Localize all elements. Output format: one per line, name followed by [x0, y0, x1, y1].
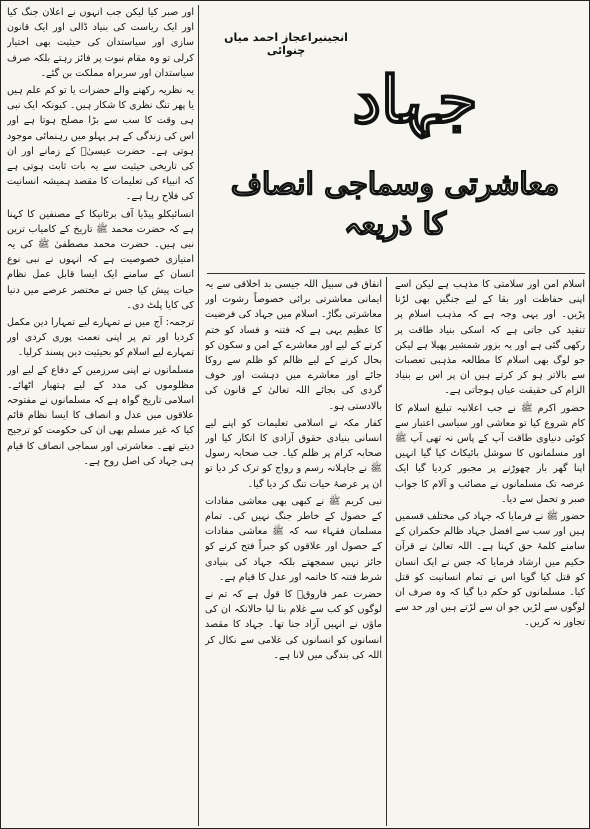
article-subtitle: معاشرتی وسماجی انصاف کا ذریعہ	[230, 167, 560, 242]
paragraph: یہ نظریہ رکھنے والے حضرات یا تو کم علم ہیں یا پھر تنگ نظری کا شکار ہیں۔ کیونکہ ایک نبی ہی وقت کا سب سے بڑا مصلح ہوتا ہے اور اس کی زندگی کے ہر پہلو میں رہنمائی موجود ہوتی ہے۔ حضرت عیسیٰؑ کے زمانے اور ان کی تاریخی حیثیت سے یہ بات ثابت ہوتی ہے کہ انبیاء کی تعلیمات کا مقصد ہمیشہ انسانیت کی فلاح رہا ہے۔	[7, 85, 194, 203]
column-middle	[205, 277, 387, 826]
title-block	[207, 61, 585, 266]
paragraph: انفاق فی سبیل اللہ جیسی بد اخلاقی سے یہ ایمانی معاشرتی برائی خصوصاً رشوت اور معاشرتی بگاڑ۔ اسلام میں جہاد کی فرضیت کا عظیم یہی ہے کہ فتنہ و فساد کو ختم کرنے کے لیے اور معاشرے کے امن و سکون کو بحال کرنے کے لیے ظالم کو ظلم سے روکا جائے اور معاشرے میں دہشت اور خوف گردی کی بجائے اللہ تعالیٰ کے قانون کی بالادستی ہو۔	[205, 279, 382, 412]
paragraph: حضور اکرم ﷺ نے جب اعلانیہ تبلیغ اسلام کا کام شروع کیا تو معاشی اور سیاسی اعتبار سے کوئی دنیاوی طاقت آپ کے پاس نہ تھی آپ ﷺ اور مسلمانوں کا سوشل بائیکاٹ کیا گیا انہیں اپنا گھر بار چھوڑنے پر مجبور کردیا گیا ایک عرصہ تک مسلمانوں نے مصائب و آلام کا جواب صبر و تحمل سے دیا۔	[395, 402, 585, 505]
paragraph: اور صبر کیا لیکن جب انہوں نے اعلان جنگ کیا اور ایک ریاست کی بنیاد ڈالی اور ایک قانون سازی اور سیاستدان کی حیثیت بھی اختیار کرلی تو وہ مقام نبوت پر فائز رہتے بلکہ صرف سیاستدان اور سربراہ مملکت بن گئے۔	[7, 7, 194, 79]
paragraph: اسلام امن اور سلامتی کا مذہب ہے لیکن اسے اپنی حفاظت اور بقا کے لیے جنگیں بھی لڑنا پڑیں۔ اور یہی وجہ ہے کہ مذہب اسلام پر تنقید کی جاتی ہے کہ اسکی بنیاد طاقت پر رکھی گئی ہے اور یہ بزور شمشیر پھیلا ہے لیکن جو لوگ بھی اسلام کا مطالعہ مذہبی تعصبات سے بالاتر ہو کر کرتے ہیں ان پر اس بے بنیاد الزام کی حقیقت عیاں ہوجاتی ہے۔	[395, 279, 585, 397]
column-right	[393, 277, 585, 826]
article-title: جہاد	[352, 63, 478, 138]
paragraph: مسلمانوں نے اپنی سرزمین کے دفاع کے لیے اور مظلوموں کی مدد کے لیے ہتھیار اٹھائے۔ اسلامی تاریخ گواہ ہے کہ مسلمانوں نے مفتوحہ علاقوں میں عدل و انصاف کا ایسا نظام قائم کیا کہ غیر مسلم بھی ان کی حکومت کو ترجیح دیتے تھے۔ معاشرتی اور سماجی انصاف کا قیام ہی جہاد کی اصل روح ہے۔	[7, 364, 194, 467]
paragraph: کفار مکہ نے اسلامی تعلیمات کو اپنے لیے انسانی بنیادی حقوق آزادی کا انکار کیا اور صحابہ کرام پر ظلم کیا۔ جب صحابہ رسول ﷺ نے جاہلانہ رسم و رواج کو ترک کر دیا تو ان پر عرصۂ حیات تنگ کر دیا گیا۔	[205, 417, 382, 490]
paragraph: حضرت عمر فاروقؓ کا قول ہے کہ تم نے لوگوں کو کب سے غلام بنا لیا حالانکہ ان کی ماؤں نے انہیں آزاد جنا تھا۔ جہاد کا مقصد انسانوں کو انسانوں کی غلامی سے نکال کر اللہ کی بندگی میں لانا ہے۔	[205, 589, 382, 661]
column-left	[7, 5, 199, 826]
author-byline: انجینیراعجاز احمد میاں چنوائی	[224, 31, 348, 57]
paragraph: ترجمہ: آج میں نے تمہارے لیے تمہارا دین مکمل کردیا اور تم پر اپنی نعمت پوری کردی اور تمہارے لیے اسلام کو بحیثیت دین پسند کرلیا۔	[7, 317, 194, 359]
paragraph: حضور ﷺ نے فرمایا کہ جہاد کی مختلف قسمیں ہیں اور سب سے افضل جہاد ظالم حکمران کے سامنے کلمۂ حق کہنا ہے۔ اللہ تعالیٰ نے قرآن حکیم میں ارشاد فرمایا کہ جس نے ایک انسان کو قتل کیا گویا اس نے تمام انسانیت کو قتل کیا۔ مسلمانوں کو حکم دیا گیا کہ وہ صرف ان لوگوں سے لڑیں جو ان سے لڑتے ہیں اور حد سے تجاوز نہ کریں۔	[395, 511, 585, 629]
title-divider	[207, 273, 585, 274]
paragraph: انسائیکلو پیڈیا آف برٹانیکا کے مصنفین کا کہنا ہے کہ حضرت محمد ﷺ تاریخ کے کامیاب ترین نبی ہیں۔ حضرت محمد مصطفیٰ ﷺ کی یہ امتیازی خصوصیت ہے کہ انہوں نے نبی نوع انسان کے سامنے ایک ایسا قابل عمل نظام حیات پیش کیا جس نے مختصر عرصے میں دنیا کی کایا پلٹ دی۔	[7, 208, 194, 311]
paragraph: نبی کریم ﷺ نے کبھی بھی معاشی مفادات کے حصول کے خاطر جنگ نہیں کی۔ تمام مسلمان فقہاء سہ کہ ﷺ معاشی مفادات کے حصول اور علاقوں کو جبراً فتح کرنے کو جائز نہیں سمجھتے بلکہ جہاد کی بنیادی شرط فتنہ کا خاتمہ اور عدل کا قیام ہے۔	[205, 495, 382, 583]
